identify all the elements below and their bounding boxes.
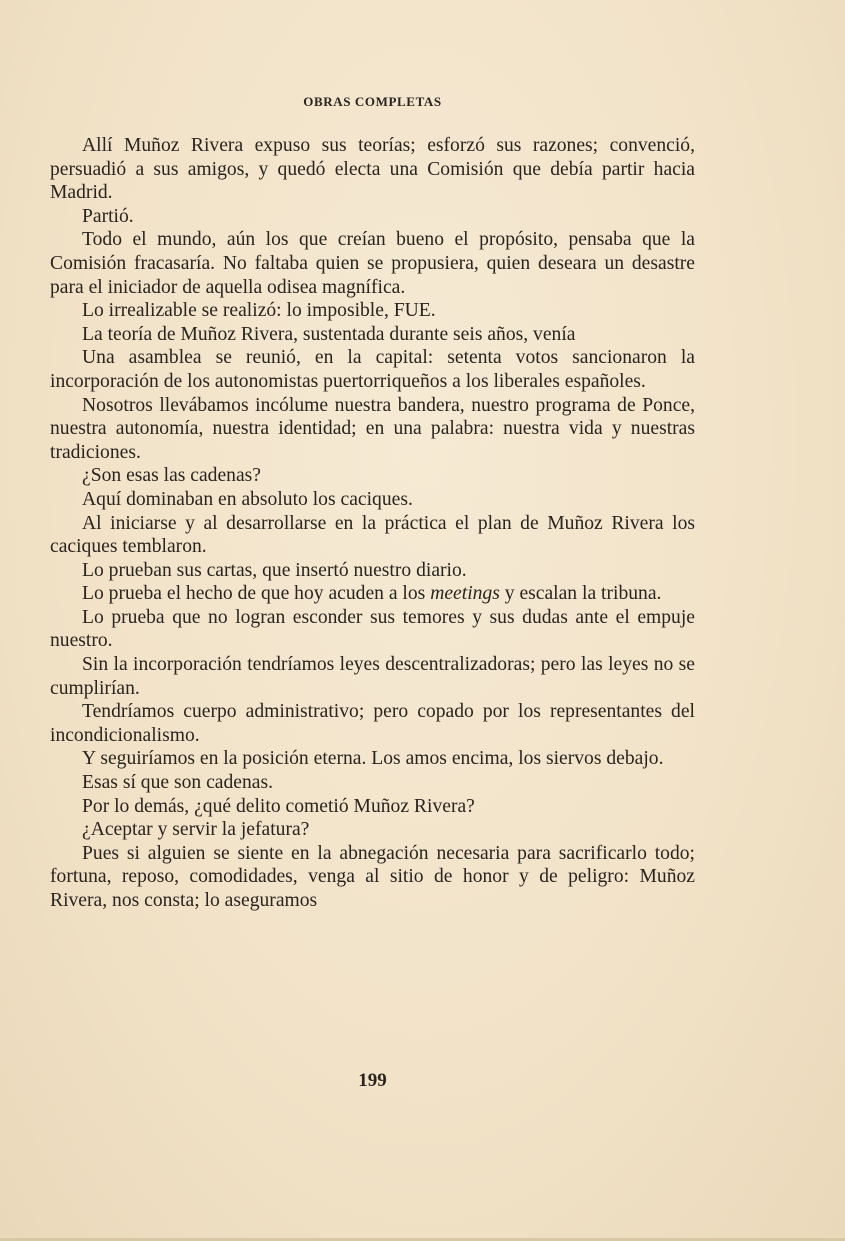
- paragraph: Al iniciarse y al desarrollarse en la práctica el plan de Muñoz Rivera los caciques temblaron.: [50, 512, 695, 558]
- paragraph: [50, 582, 695, 606]
- paragraph: Nosotros llevábamos incólume nuestra bandera, nuestro programa de Ponce, nuestra autonomía, nuestra identidad; en una palabra: nuestra vida y nuestras tradiciones.: [50, 394, 695, 463]
- paragraph-text: y escalan la tribuna.: [499, 583, 662, 605]
- paragraph: ¿Son esas las cadenas?: [82, 465, 261, 487]
- paragraph: La teoría de Muñoz Rivera, sustentada durante seis años, venía: [82, 323, 576, 345]
- running-head: OBRAS COMPLETAS: [303, 94, 442, 109]
- paragraph-text: Lo prueba el hecho de que hoy acuden a los: [82, 583, 431, 605]
- paragraph: Lo irrealizable se realizó: lo imposible, FUE.: [82, 300, 436, 322]
- paragraph: Aquí dominaban en absoluto los caciques.: [82, 488, 413, 510]
- page-number: 199: [358, 1070, 387, 1091]
- paragraph: Tendríamos cuerpo administrativo; pero copado por los representantes del incondicionalismo.: [50, 701, 695, 746]
- paragraph: Allí Muñoz Rivera expuso sus teorías; esforzó sus razones; convenció, persuadió a sus amigos, y quedó electa una Comisión que debía partir hacia Madrid.: [50, 135, 695, 204]
- paragraph: ¿Aceptar y servir la jefatura?: [82, 819, 310, 841]
- paragraph: Y seguiríamos en la posición eterna. Los amos encima, los siervos debajo.: [82, 748, 664, 770]
- paragraph: Todo el mundo, aún los que creían bueno el propósito, pensaba que la Comisión fracasaría. No faltaba quien se propusiera, quien deseara un desastre para el iniciador de aquella odisea magnífica.: [50, 229, 695, 298]
- emphasis-text: meetings: [430, 583, 500, 605]
- paragraph: Pues si alguien se siente en la abnegación necesaria para sacrificarlo todo; fortuna, reposo, comodidades, venga al sitio de honor y de peligro: Muñoz Rivera, nos consta; lo aseguramos: [50, 842, 695, 911]
- paragraph: Sin la incorporación tendríamos leyes descentralizadoras; pero las leyes no se cumplirían.: [50, 654, 695, 699]
- paragraph: Lo prueba que no logran esconder sus temores y sus dudas ante el empuje nuestro.: [50, 606, 695, 652]
- paragraph: Esas sí que son cadenas.: [82, 772, 273, 794]
- paragraph: Lo prueban sus cartas, que insertó nuestro diario.: [82, 559, 467, 581]
- paragraph: Partió.: [82, 205, 134, 227]
- paragraph: Por lo demás, ¿qué delito cometió Muñoz Rivera?: [82, 795, 475, 817]
- body-text: [50, 134, 695, 913]
- paragraph: Una asamblea se reunió, en la capital: setenta votos sancionaron la incorporación de los autonomistas puertorriqueños a los liberales españoles.: [50, 347, 695, 392]
